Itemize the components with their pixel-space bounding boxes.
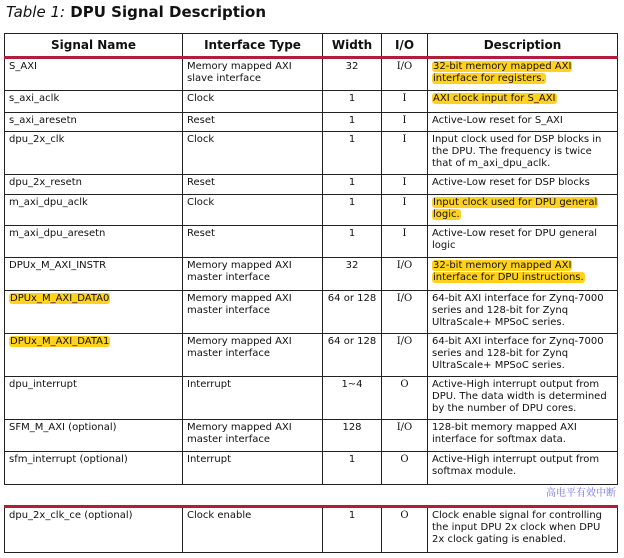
signal-description-text: AXI clock input for S_AXI (433, 93, 556, 104)
signal-io-text: I (402, 228, 407, 239)
signal-width (323, 58, 382, 91)
signal-name-text: m_axi_dpu_aclk (9, 197, 88, 208)
signal-io (382, 195, 428, 226)
signal-description-text: 32-bit memory mapped AXI interface for registers. (433, 61, 572, 84)
signal-width-text: 1 (348, 197, 356, 208)
header-description: Description (428, 34, 618, 58)
signal-description (428, 175, 618, 195)
signal-description (428, 91, 618, 113)
signal-name (5, 91, 183, 113)
signal-width (323, 132, 382, 175)
signal-name (5, 452, 183, 485)
signal-io (382, 291, 428, 334)
signal-description (428, 420, 618, 452)
signal-io (382, 58, 428, 91)
signal-width (323, 226, 382, 258)
signal-io (382, 226, 428, 258)
signal-width (323, 452, 382, 485)
signal-name-text: s_axi_aresetn (9, 115, 77, 126)
signal-name: dpu_2x_clk_ce (optional) (5, 507, 183, 553)
signal-name (5, 258, 183, 291)
table-row (5, 452, 618, 485)
interface-type-text: Memory mapped AXI master interface (187, 336, 292, 359)
table-row (5, 377, 618, 420)
signal-description-text: 32-bit memory mapped AXI interface for DPU instructions. (433, 260, 584, 283)
signal-name-text: m_axi_dpu_aresetn (9, 228, 106, 239)
signal-description: Clock enable signal for controlling the input DPU 2x clock when DPU 2x clock gating is enabled. (428, 507, 618, 553)
interface-type-text: Clock (187, 134, 215, 145)
signal-width (323, 113, 382, 132)
header-row (5, 34, 618, 58)
table-row (5, 132, 618, 175)
table-row (5, 113, 618, 132)
table-row (5, 291, 618, 334)
signal-width-text: 128 (342, 422, 362, 433)
interface-type (183, 291, 323, 334)
signal-width-text: 32 (345, 260, 359, 271)
interface-type-text: Reset (187, 115, 215, 126)
table-row (5, 226, 618, 258)
signal-width-text: 1 (348, 228, 356, 239)
signal-width (323, 258, 382, 291)
interface-type-text: Clock (187, 93, 215, 104)
interface-type (183, 132, 323, 175)
signal-io: O (382, 507, 428, 553)
interface-type-text: Clock (187, 197, 215, 208)
header-width: Width (323, 34, 382, 58)
signal-width-text: 1 (348, 177, 356, 188)
signal-width-text: 32 (345, 61, 359, 72)
header-io: I/O (382, 34, 428, 58)
signal-description-text: 128-bit memory mapped AXI interface for softmax data. (432, 422, 577, 445)
table-row (5, 195, 618, 226)
signal-name (5, 377, 183, 420)
signal-io-text: I/O (396, 422, 413, 433)
signal-description (428, 226, 618, 258)
signal-description (428, 334, 618, 377)
signal-width (323, 377, 382, 420)
interface-type-text: Interrupt (187, 454, 232, 465)
signal-name-text: dpu_2x_resetn (9, 177, 82, 188)
signal-table (4, 33, 618, 485)
interface-type (183, 420, 323, 452)
table-row (5, 58, 618, 91)
signal-io-text: I (402, 197, 407, 208)
header-signal-name: Signal Name (5, 34, 183, 58)
signal-io-text: I/O (396, 293, 413, 304)
signal-io (382, 452, 428, 485)
signal-name (5, 334, 183, 377)
signal-description (428, 452, 618, 485)
signal-name (5, 175, 183, 195)
interface-type (183, 258, 323, 291)
signal-io-text: I (402, 115, 407, 126)
signal-io-text: I/O (396, 61, 413, 72)
interface-type (183, 175, 323, 195)
signal-description-text: Active-Low reset for DPU general logic (432, 228, 598, 251)
signal-name (5, 195, 183, 226)
signal-name-text: S_AXI (9, 61, 37, 72)
signal-io (382, 113, 428, 132)
interface-type-text: Memory mapped AXI master interface (187, 422, 292, 445)
signal-description (428, 113, 618, 132)
header-interface-type: Interface Type (183, 34, 323, 58)
signal-width (323, 420, 382, 452)
interface-type-text: Reset (187, 177, 215, 188)
signal-name-text: DPUx_M_AXI_INSTR (9, 260, 107, 271)
signal-width (323, 195, 382, 226)
signal-description-text: Active-High interrupt output from DPU. The data width is determined by the number of DPU cores. (432, 379, 607, 414)
signal-width (323, 91, 382, 113)
interface-type (183, 58, 323, 91)
signal-width (323, 334, 382, 377)
interface-type (183, 113, 323, 132)
interface-type-text: Memory mapped AXI slave interface (187, 61, 292, 84)
signal-width (323, 175, 382, 195)
signal-description-text: 64-bit AXI interface for Zynq-7000 series and 128-bit for Zynq UltraScale+ MPSoC series. (432, 336, 604, 371)
signal-io (382, 334, 428, 377)
signal-name (5, 132, 183, 175)
table-row (5, 258, 618, 291)
signal-name-text: DPUx_M_AXI_DATA0 (10, 293, 110, 304)
signal-description-text: Active-Low reset for DSP blocks (432, 177, 590, 188)
table-row (5, 91, 618, 113)
signal-io-text: I/O (396, 336, 413, 347)
signal-width-text: 64 or 128 (327, 336, 377, 347)
signal-width-text: 1 (348, 93, 356, 104)
signal-width-text: 1~4 (341, 379, 363, 390)
interface-type (183, 91, 323, 113)
interface-type-text: Memory mapped AXI master interface (187, 293, 292, 316)
signal-name-text: dpu_2x_clk (9, 134, 65, 145)
signal-description (428, 258, 618, 291)
signal-description-text: 64-bit AXI interface for Zynq-7000 series and 128-bit for Zynq UltraScale+ MPSoC series. (432, 293, 604, 328)
signal-description-text: Active-Low reset for S_AXI (432, 115, 563, 126)
signal-name-text: SFM_M_AXI (optional) (9, 422, 117, 433)
interface-type (183, 452, 323, 485)
signal-description (428, 195, 618, 226)
interface-type-text: Reset (187, 228, 215, 239)
signal-io (382, 132, 428, 175)
signal-name-text: sfm_interrupt (optional) (9, 454, 128, 465)
handwritten-annotation: 高电平有效中断 (546, 488, 616, 499)
signal-description (428, 291, 618, 334)
table-row (5, 507, 618, 553)
interface-type-text: Memory mapped AXI master interface (187, 260, 292, 283)
signal-width-text: 1 (348, 134, 356, 145)
signal-io-text: I (402, 134, 407, 145)
interface-type (183, 226, 323, 258)
signal-io-text: O (400, 379, 409, 390)
signal-io (382, 175, 428, 195)
signal-width-text: 1 (348, 454, 356, 465)
signal-io-text: O (400, 454, 409, 465)
interface-type-text: Interrupt (187, 379, 232, 390)
signal-io (382, 91, 428, 113)
signal-description (428, 132, 618, 175)
signal-io (382, 420, 428, 452)
table-row (5, 175, 618, 195)
interface-type (183, 377, 323, 420)
table-row (5, 334, 618, 377)
signal-description (428, 377, 618, 420)
signal-name-text: s_axi_aclk (9, 93, 60, 104)
interface-type: Clock enable (183, 507, 323, 553)
signal-description (428, 58, 618, 91)
signal-io-text: I/O (396, 260, 413, 271)
signal-io (382, 377, 428, 420)
signal-name (5, 226, 183, 258)
signal-name (5, 420, 183, 452)
signal-description-text: Active-High interrupt output from softmax module. (432, 454, 600, 477)
signal-io (382, 258, 428, 291)
signal-width (323, 291, 382, 334)
signal-table-continued (4, 505, 618, 553)
signal-width: 1 (323, 507, 382, 553)
signal-description-text: Input clock used for DSP blocks in the DPU. The frequency is twice that of m_axi_dpu_aclk. (432, 134, 602, 169)
signal-width-text: 64 or 128 (327, 293, 377, 304)
signal-io-text: I (402, 177, 407, 188)
signal-io-text: I (402, 93, 407, 104)
interface-type (183, 195, 323, 226)
table-row (5, 420, 618, 452)
signal-name-text: DPUx_M_AXI_DATA1 (10, 336, 110, 347)
signal-name (5, 58, 183, 91)
signal-name (5, 113, 183, 132)
signal-width-text: 1 (348, 115, 356, 126)
interface-type (183, 334, 323, 377)
signal-name (5, 291, 183, 334)
signal-name-text: dpu_interrupt (9, 379, 77, 390)
table-caption: Table 1: DPU Signal Description (6, 3, 267, 21)
signal-description-text: Input clock used for DPU general logic. (433, 197, 598, 220)
